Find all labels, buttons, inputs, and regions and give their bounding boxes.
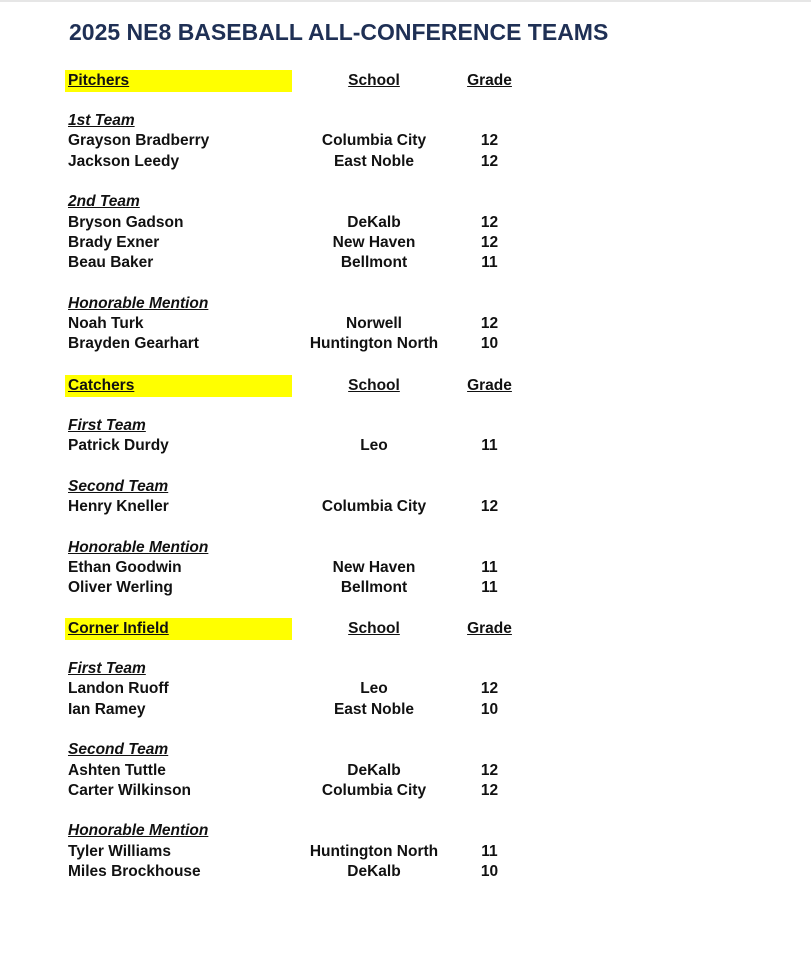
team-group-label: First Team [68,660,146,677]
player-grade: 11 [481,842,498,860]
player-grade: 12 [480,761,499,779]
player-school: Bellmont [340,254,408,272]
player-grade: 12 [480,680,499,698]
player-name: Henry Kneller [68,498,169,516]
section-title: Corner Infield [68,620,169,637]
team-group-label: 1st Team [68,112,135,129]
player-grade: 12 [480,781,499,799]
player-grade: 12 [480,315,499,332]
player-school: Huntington North [309,335,439,353]
player-grade: 11 [481,437,498,455]
school-column-header: School [348,377,400,394]
school-column-header: School [348,620,400,637]
player-name: Oliver Werling [68,579,173,597]
player-name: Ashten Tuttle [68,761,166,779]
player-school: DeKalb [347,761,401,779]
player-school: East Noble [333,152,415,170]
player-name: Miles Brockhouse [68,863,201,880]
player-name: Grayson Bradberry [68,132,210,150]
player-grade: 12 [480,132,499,150]
player-school: DeKalb [347,213,401,231]
player-name: Noah Turk [68,315,144,332]
player-school: East Noble [333,700,415,718]
player-grade: 12 [480,213,499,231]
player-school: DeKalb [347,863,401,880]
player-name: Brady Exner [68,233,160,251]
team-group-label: Second Team [68,477,169,495]
player-name: Ethan Goodwin [68,559,182,577]
player-grade: 12 [480,498,499,516]
player-school: New Haven [332,233,416,251]
player-grade: 10 [480,335,499,353]
player-name: Tyler Williams [68,842,171,860]
player-name: Bryson Gadson [68,213,184,231]
team-group-label: 2nd Team [68,193,140,211]
player-name: Brayden Gearhart [68,335,199,353]
player-grade: 10 [480,700,499,718]
player-name: Beau Baker [68,254,154,272]
player-name: Ian Ramey [68,700,146,718]
school-column-header: School [348,72,400,89]
player-school: Bellmont [340,579,408,597]
page-title: 2025 NE8 BASEBALL ALL-CONFERENCE TEAMS [69,19,609,45]
grade-column-header: Grade [467,72,512,89]
grade-column-header: Grade [467,377,512,394]
player-name: Carter Wilkinson [68,781,192,799]
page-top-border [0,0,811,2]
team-group-label: Honorable Mention [68,538,209,556]
player-grade: 12 [480,233,499,251]
grade-column-header: Grade [467,620,512,637]
team-group-label: Honorable Mention [68,822,209,840]
player-school: Columbia City [321,132,427,150]
player-grade: 11 [481,254,498,272]
player-grade: 11 [481,559,498,577]
player-grade: 11 [481,579,498,597]
player-name: Patrick Durdy [68,437,169,455]
player-grade: 12 [480,152,499,170]
section-title: Catchers [68,377,135,394]
player-school: New Haven [332,559,416,577]
player-school: Norwell [346,315,402,332]
section-title: Pitchers [68,72,130,89]
player-name: Jackson Leedy [68,152,180,170]
player-school: Huntington North [309,842,439,860]
player-school: Columbia City [321,781,427,799]
team-group-label: Second Team [68,741,169,759]
player-name: Landon Ruoff [68,680,169,698]
player-school: Columbia City [321,498,427,516]
player-grade: 10 [480,863,499,880]
team-group-label: Honorable Mention [68,294,209,312]
team-group-label: First Team [68,417,146,434]
player-school: Leo [360,680,388,698]
player-school: Leo [360,437,388,455]
